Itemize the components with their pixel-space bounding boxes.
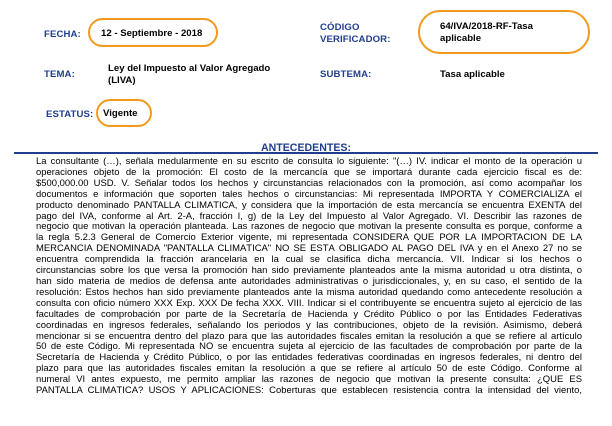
body-line: producto denominado PANTALLA CLIMÁTICA, y considera que la importación de esta mercancía se encuentra EXENTA del (36, 200, 582, 211)
body-line: Secretaría de Hacienda y Crédito Público, o por las entidades federativas coordinadas en ingresos federales, ni dentro del (36, 353, 582, 364)
body-line: mencionar si se encuentra dentro del plazo para que las autoridades fiscales emitan la resolución a que se refiere al artículo (36, 331, 582, 342)
codigo-value-line2: aplicable (440, 33, 482, 44)
body-line: facultades de comprobación por parte de la Secretaría de Hacienda y Crédito Público o por las Entidades Federativas (36, 309, 582, 320)
subtema-value: Tasa aplicable (440, 69, 505, 80)
codigo-label-line1: CÓDIGO (320, 22, 360, 33)
codigo-highlight-oval (418, 10, 590, 54)
tema-value-line2: (LIVA) (108, 75, 136, 86)
fecha-label: FECHA: (44, 29, 81, 40)
body-line: circunstancias sobre los que versa la promoción han sido previamente planteados ante la misma autoridad u otra distinta, o (36, 266, 582, 277)
body-line: La consultante (…), señala medularmente en su escrito de consulta lo siguiente: "(…) IV. indicar el monto de la operación u (36, 157, 582, 167)
codigo-value-line1: 64/IVA/2018-RF-Tasa (440, 21, 533, 32)
body-line: documentos e información que soporten tales hechos o circunstancias: Mi representada IMPORTA Y COMERCIALIZA el (36, 189, 582, 200)
section-divider (14, 152, 598, 154)
body-line: coordinadas en ingresos federales, señalando los periodos y las contribuciones, objeto de la revisión. Asimismo, deberá (36, 320, 582, 331)
tema-value-line1: Ley del Impuesto al Valor Agregado (108, 63, 271, 74)
tema-label: TEMA: (44, 69, 75, 80)
body-line: encuentra comprendida la fracción arancelaria en la cual se clasifica dicha mercancía. VII. Indicar si los hechos o (36, 255, 582, 266)
body-text (36, 157, 582, 397)
body-line: plazo para que las autoridades fiscales emitan la resolución a que se refiere al artículo 50 de este Código. Conforme al (36, 364, 582, 375)
body-line: la regla 5.2.3 General de Comercio Exterior vigente, mi representada CONSIDERA QUE POR LA IMPORTACIÓN DE LA (36, 233, 582, 244)
section-heading: ANTECEDENTES: (260, 142, 352, 154)
body-line: pago del IVA, conforme al Art. 2-A, fracción I, g) de la Ley del Impuesto al Valor Agregado. VI. Describir las razones de (36, 211, 582, 222)
codigo-label-line2: VERIFICADOR: (320, 34, 391, 45)
body-line: consulta con oficio número XXX Exp. XXX De fecha XXX. VIII. Indicar si el contribuyente se encuentra sujeto al ejercicio de las (36, 298, 582, 309)
body-line: 50 de este Código. Mi representada NO se encuentra sujeta al ejercicio de las facultades de comprobación por parte de la (36, 342, 582, 353)
body-line: resolución: Estos hechos han sido previamente planteados ante la misma autoridad quedando como antecedente resolución a (36, 287, 582, 298)
estatus-label: ESTATUS: (46, 109, 94, 120)
body-line: operaciones objeto de la promoción: El costo de la mercancía que se importará durante cada ejercicio fiscal es de: (36, 167, 582, 178)
subtema-label: SUBTEMA: (320, 69, 372, 80)
body-line: numeral VI antes expuesto, me permito ampliar las razones de negocio que motivan la presente consulta: ¿QUÉ ES (36, 375, 582, 386)
estatus-value: Vigente (103, 108, 138, 119)
body-line: PANTALLA CLIMÁTICA? USOS Y APLICACIONES: Coberturas que establecen resistencia contra la intensidad del viento, (36, 386, 582, 397)
body-line: $500,000.00 USD. V. Señalar todos los hechos y circunstancias relacionados con la promoción, así como acompañar los (36, 178, 582, 189)
fecha-value: 12 - Septiembre - 2018 (101, 28, 203, 39)
body-line: han sido materia de medios de defensa ante autoridades administrativas o jurisdiccionales, y, en su caso, el sentido de la (36, 276, 582, 287)
body-line: MERCANCÍA DENOMINADA "PANTALLA CLIMÁTICA" NO SE ESTÁ OBLIGADO AL PAGO DEL IVA y en el Anexo 27 no se (36, 244, 582, 255)
body-line: negocio que motivan la operación planteada. Las razones de negocio que motivan la presente consulta es porque, conforme a (36, 222, 582, 233)
